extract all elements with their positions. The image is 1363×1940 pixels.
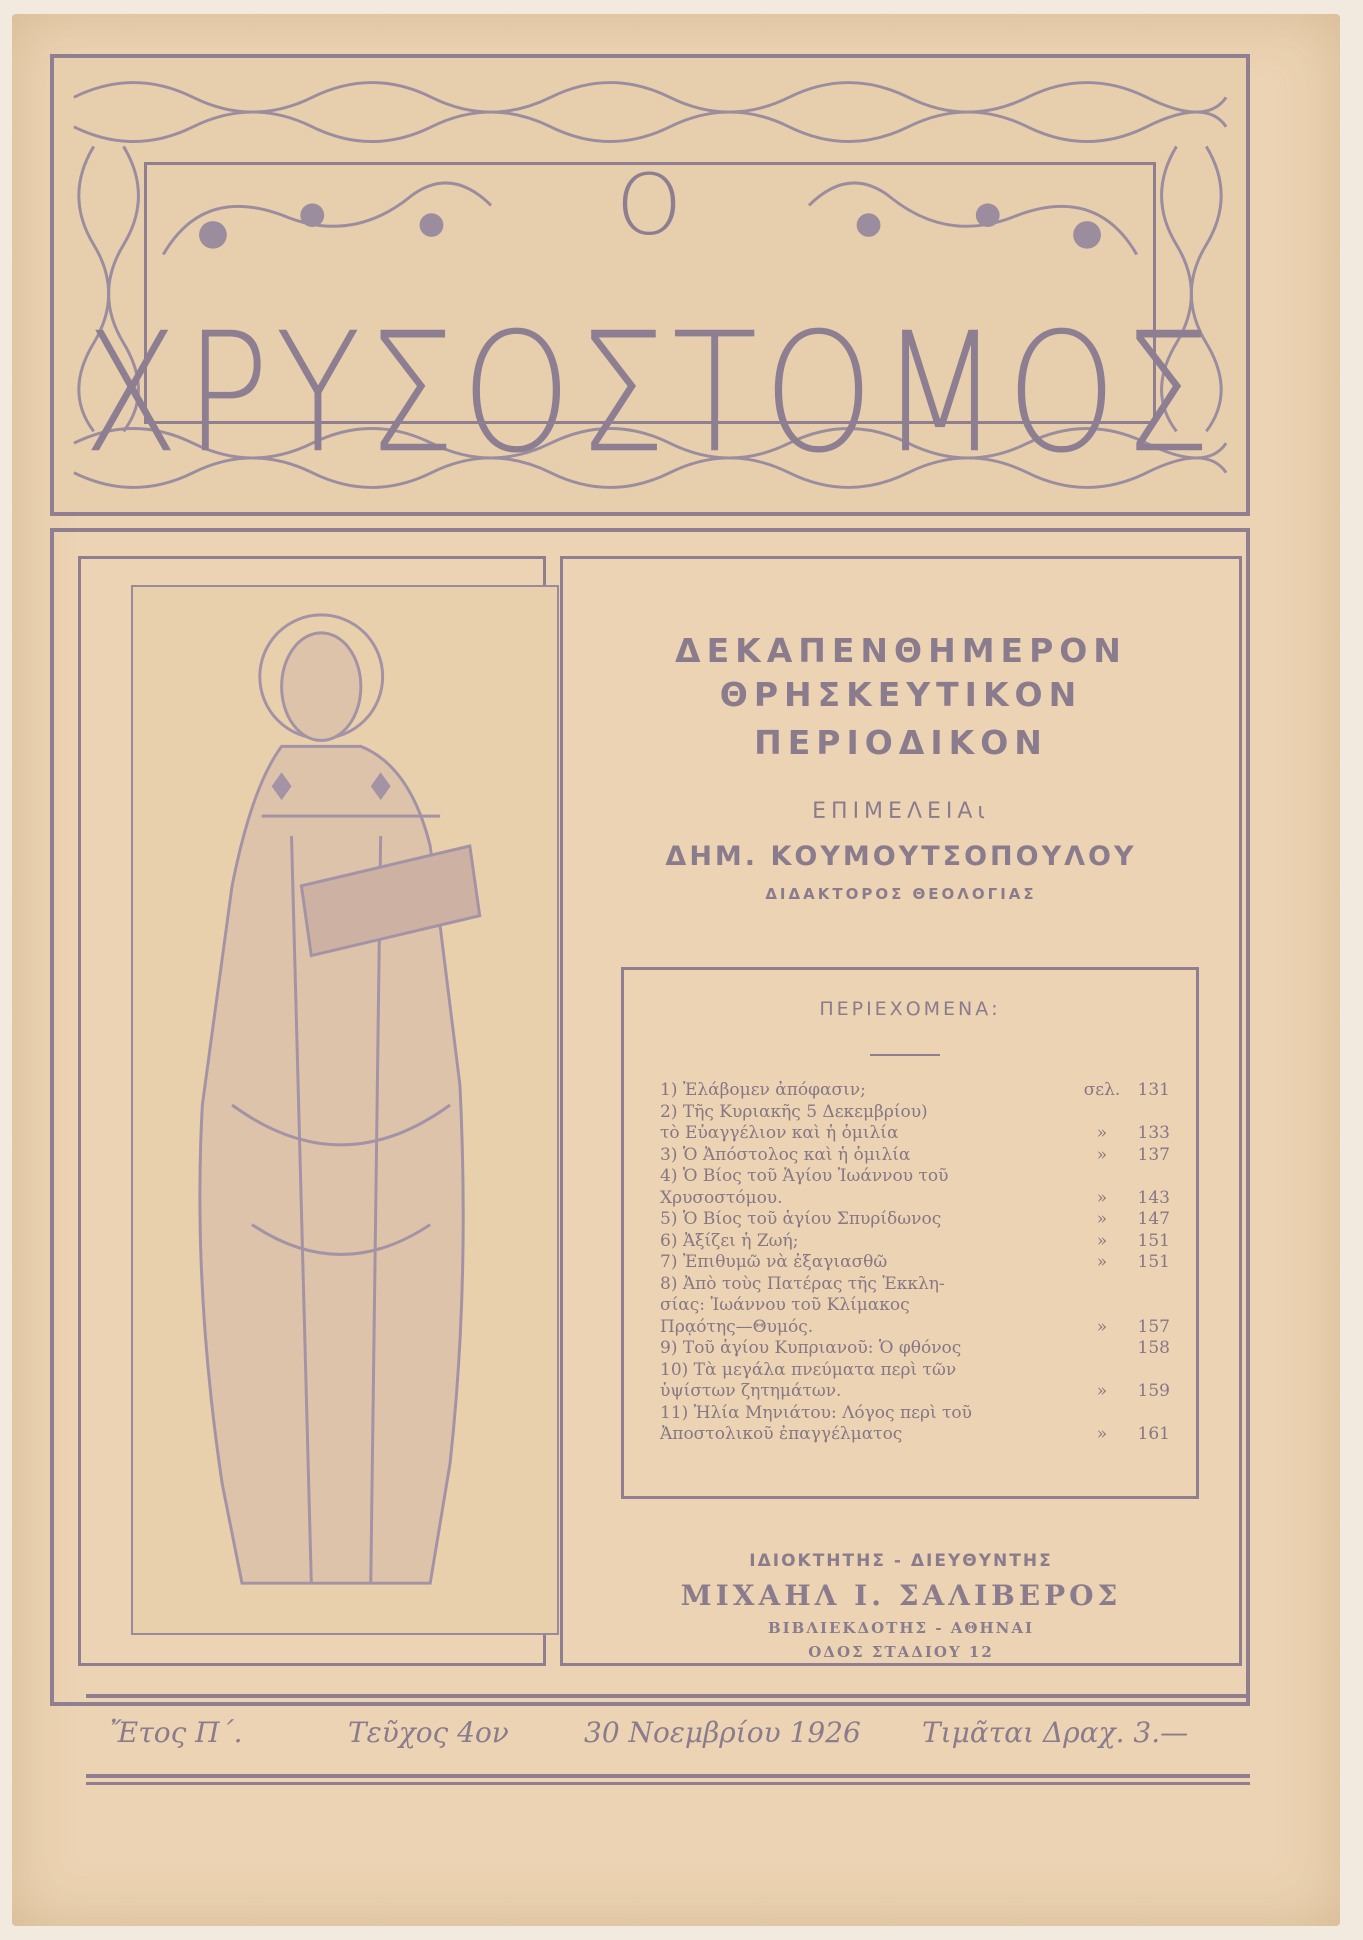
contents-row-text: 4) Ὁ Βίος τοῦ Ἁγίου Ἰωάννου τοῦ: [660, 1166, 949, 1186]
contents-row-page: 143: [1137, 1187, 1170, 1208]
contents-row-text: 10) Τὰ μεγάλα πνεύματα περὶ τῶν: [660, 1359, 957, 1380]
contents-row-page: 161: [1137, 1424, 1170, 1444]
contents-row: [660, 1381, 1170, 1403]
contents-row: [660, 1274, 1170, 1296]
contents-row-text: 11) Ἠλία Μηνιάτου: Λόγος περὶ τοῦ: [660, 1402, 972, 1423]
periodical-frequency: ΔΕΚΑΠΕΝΘΗΜΕΡΟΝ: [675, 631, 1127, 670]
contents-row-page: 137: [1137, 1144, 1170, 1165]
contents-row-page: 131: [1137, 1080, 1170, 1100]
illustration-panel: [78, 556, 546, 1666]
editor-title: ΔΙΔΑΚΤΟΡΟΣ ΘΕΟΛΟΓΙΑΣ: [765, 885, 1037, 903]
contents-divider: [870, 1054, 940, 1056]
periodical-label: ΠΕΡΙΟΔΙΚΟΝ: [754, 723, 1048, 762]
footer-price: Τιμᾶται Δραχ. 3.—: [922, 1716, 1189, 1749]
contents-row-page: 158: [1137, 1338, 1170, 1358]
contents-row: [660, 1317, 1170, 1339]
contents-row-text: σίας: Ἰωάννου τοῦ Κλίμακος: [660, 1295, 910, 1315]
contents-row-mark: σελ.: [1083, 1080, 1121, 1100]
contents-row-mark: »: [1096, 1381, 1108, 1401]
magazine-cover: [12, 14, 1340, 1926]
contents-row-page: [1124, 1295, 1170, 1317]
contents-row-page: [1124, 1360, 1170, 1382]
contents-row: [660, 1123, 1170, 1145]
footer-year: Ἔτος Π´.: [110, 1716, 243, 1749]
contents-row: [660, 1403, 1170, 1425]
masthead-article: Ο: [615, 156, 685, 254]
publisher-trade: ΒΙΒΛΙΕΚΔΟΤΗΣ - ΑΘΗΝΑΙ: [767, 1619, 1035, 1637]
masthead-title: ΧΡΥΣΟΣΤΟΜΟΣ: [82, 298, 1218, 491]
contents-row-mark: [1080, 1295, 1124, 1317]
contents-row-page: 157: [1137, 1316, 1170, 1337]
contents-row: [660, 1209, 1170, 1231]
contents-row-page: [1124, 1166, 1170, 1188]
publisher-name: ΜΙΧΑΗΛ Ι. ΣΑΛΙΒΕΡΟΣ: [680, 1579, 1122, 1612]
contents-row-mark: [1080, 1360, 1124, 1382]
body-frame: [50, 528, 1250, 1706]
contents-row-text: Χρυσοστόμου.: [660, 1187, 783, 1208]
contents-row-text: ὑψίστων ζητημάτων.: [660, 1381, 842, 1401]
contents-row-text: 9) Τοῦ ἁγίου Κυπριανοῦ: Ὁ φθόνος: [660, 1338, 962, 1358]
contents-row-text: τὸ Εὐαγγέλιον καὶ ἡ ὁμιλία: [660, 1123, 899, 1143]
contents-row: [660, 1188, 1170, 1210]
contents-row-text: Ἀποστολικοῦ ἐπαγγέλματος: [660, 1424, 903, 1444]
contents-row-mark: [1080, 1274, 1124, 1296]
contents-row-page: 133: [1137, 1123, 1170, 1143]
contents-row-page: [1124, 1403, 1170, 1425]
contents-row-text: 8) Ἀπὸ τοὺς Πατέρας τῆς Ἐκκλη-: [660, 1273, 945, 1294]
contents-row-mark: »: [1096, 1252, 1108, 1272]
table-of-contents: [621, 967, 1199, 1499]
contents-row-text: Πρᾳότης—Θυμός.: [660, 1316, 814, 1337]
contents-row-text: 5) Ὁ Βίος τοῦ ἁγίου Σπυρίδωνος: [660, 1209, 942, 1229]
contents-row-mark: [1080, 1102, 1124, 1124]
editor-name: ΔΗΜ. ΚΟΥΜΟΥΤΣΟΠΟΥΛΟΥ: [665, 841, 1137, 872]
saint-illustration: [131, 585, 559, 1635]
contents-row-text: 7) Ἐπιθυμῶ νὰ ἐξαγιασθῶ: [660, 1252, 888, 1272]
contents-heading: ΠΕΡΙΕΧΟΜΕΝΑ:: [819, 998, 1001, 1020]
contents-row-mark: »: [1096, 1230, 1108, 1251]
contents-row-mark: »: [1096, 1424, 1108, 1444]
contents-row-page: [1124, 1102, 1170, 1124]
editor-label: ΕΠΙΜΕΛΕΙΑι: [812, 799, 990, 824]
saint-figure-icon: [133, 587, 557, 1633]
contents-row-mark: [1080, 1338, 1124, 1360]
contents-row-page: 147: [1137, 1209, 1170, 1229]
footer-issue: Τεῦχος 4ον: [348, 1716, 509, 1749]
contents-row-mark: [1080, 1166, 1124, 1188]
contents-row: [660, 1424, 1170, 1446]
contents-row: [660, 1080, 1170, 1102]
contents-row-text: 6) Ἀξίζει ἡ Ζωή;: [660, 1230, 799, 1251]
periodical-type: ΘΡΗΣΚΕΥΤΙΚΟΝ: [719, 675, 1083, 714]
footer-rule: [86, 1782, 1250, 1785]
contents-row: [660, 1166, 1170, 1188]
contents-list: [660, 1080, 1170, 1446]
contents-row-page: [1124, 1274, 1170, 1296]
contents-row-text: 3) Ὁ Ἀπόστολος καὶ ἡ ὁμιλία: [660, 1144, 911, 1165]
contents-row-mark: »: [1096, 1316, 1108, 1337]
contents-row: [660, 1252, 1170, 1274]
footer-date: 30 Νοεμβρίου 1926: [584, 1716, 861, 1749]
contents-row-mark: »: [1096, 1144, 1108, 1165]
contents-row-page: 151: [1137, 1230, 1170, 1251]
contents-row: [660, 1360, 1170, 1382]
contents-row: [660, 1338, 1170, 1360]
contents-row-page: 159: [1137, 1381, 1170, 1401]
publisher-role: ΙΔΙΟΚΤΗΤΗΣ - ΔΙΕΥΘΥΝΤΗΣ: [749, 1551, 1053, 1571]
contents-row-mark: »: [1096, 1209, 1108, 1229]
contents-row: [660, 1145, 1170, 1167]
footer-band: [86, 1694, 1250, 1778]
contents-row-mark: [1080, 1403, 1124, 1425]
contents-row: [660, 1231, 1170, 1253]
text-panel: [560, 556, 1242, 1666]
contents-row-mark: »: [1096, 1123, 1108, 1143]
contents-row: [660, 1102, 1170, 1124]
contents-row-mark: »: [1096, 1187, 1108, 1208]
contents-row-page: 151: [1137, 1252, 1170, 1272]
masthead-frame: [50, 54, 1250, 516]
contents-row-text: 1) Ἐλάβομεν ἀπόφασιν;: [660, 1080, 866, 1100]
contents-row: [660, 1295, 1170, 1317]
publisher-address: ΟΔΟΣ ΣΤΑΔΙΟΥ 12: [808, 1643, 994, 1661]
contents-row-text: 2) Τῆς Κυριακῆς 5 Δεκεμβρίου): [660, 1101, 928, 1122]
